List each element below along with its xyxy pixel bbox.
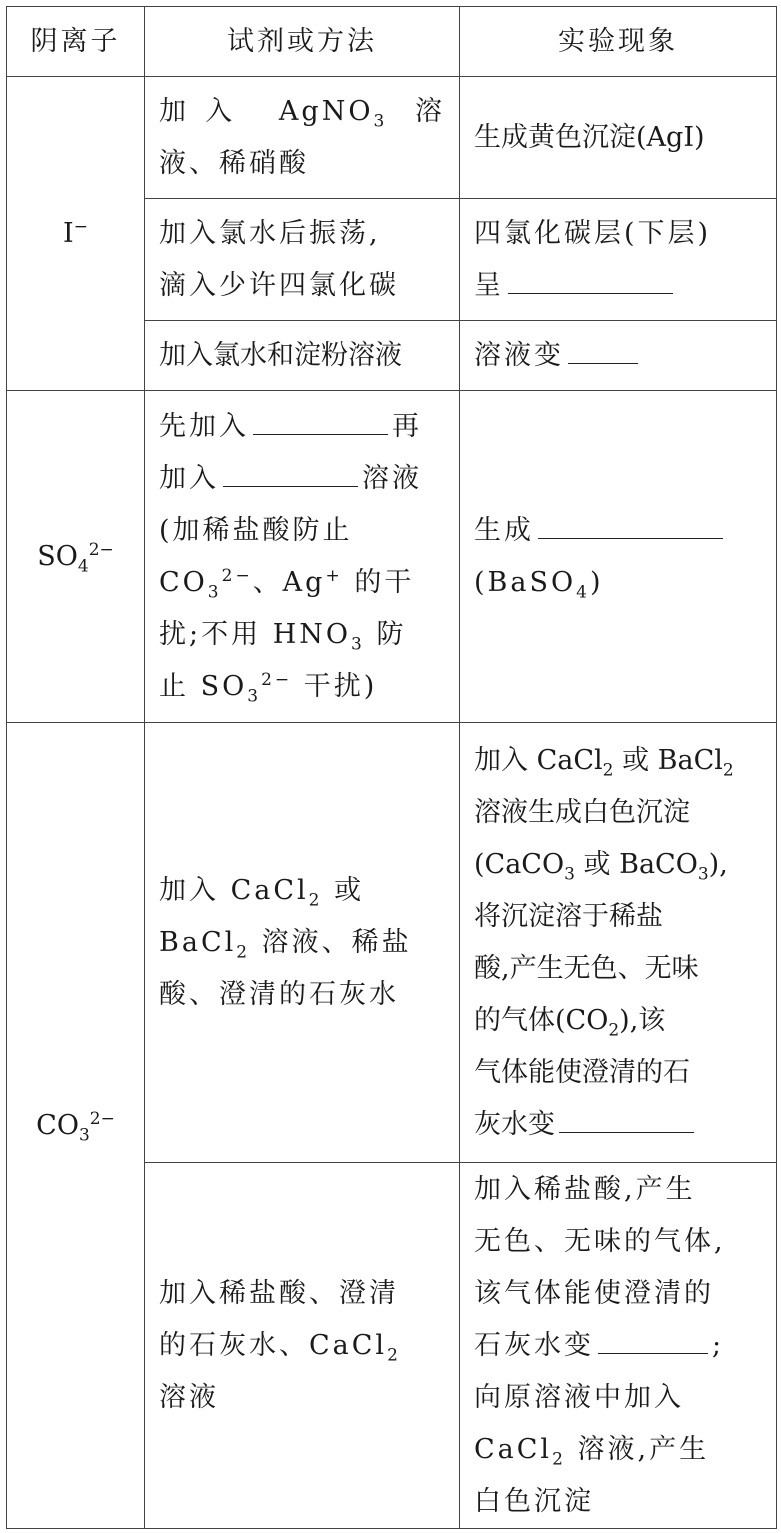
- answer-blank[interactable]: [568, 333, 638, 364]
- iodide-method-3: 加入氯水和淀粉溶液: [145, 321, 460, 391]
- carbonate-method-2: 加入稀盐酸、澄清 的石灰水、CaCl$_2$ 溶液: [145, 1163, 460, 1529]
- header-phenomenon: 实验现象: [460, 7, 777, 77]
- ion-sulfate: $SO_4^{2-}$: [7, 391, 145, 723]
- sulfate-method: 先加入 再 加入 溶液 (加稀盐酸防止 $CO_3^{2-}$、Ag+ 的干 扰;不用 $HNO_3$ 防 止 $SO_3^{2-}$ 干扰): [145, 391, 460, 723]
- table-row: [7, 77, 777, 199]
- table-row: [7, 391, 777, 723]
- iodide-method-2: 加入氯水后振荡, 滴入少许四氯化碳: [145, 199, 460, 321]
- iodide-result-1: 生成黄色沉淀(AgI): [460, 77, 777, 199]
- iodide-result-2: 四氯化碳层(下层) 呈: [460, 199, 777, 321]
- carbonate-result-1: 加入 CaCl$_2$ 或 BaCl$_2$ 溶液生成白色沉淀 (CaCO$_3$ 或 BaCO$_3$), 将沉淀溶于稀盐 酸,产生无色、无味 的气体$(CO_2)$,该 气体能使澄清的石 灰水变: [460, 723, 777, 1163]
- answer-blank[interactable]: [559, 1102, 694, 1133]
- header-ion: 阴离子: [7, 7, 145, 77]
- iodide-result-3: 溶液变: [460, 321, 777, 391]
- iodide-method-1: 加入 AgNO$_3$ 溶 液、稀硝酸: [145, 77, 460, 199]
- anion-test-table: [6, 6, 777, 1529]
- answer-blank[interactable]: [223, 456, 358, 487]
- answer-blank[interactable]: [253, 404, 388, 435]
- header-method: 试剂或方法: [145, 7, 460, 77]
- answer-blank[interactable]: [538, 508, 723, 539]
- answer-blank[interactable]: [598, 1323, 708, 1354]
- sulfate-result: 生成 (BaSO$_4$): [460, 391, 777, 723]
- carbonate-method-1: 加入 CaCl$_2$ 或 BaCl$_2$ 溶液、稀盐 酸、澄清的石灰水: [145, 723, 460, 1163]
- answer-blank[interactable]: [508, 263, 673, 294]
- ion-carbonate: $CO_3^{2-}$: [7, 723, 145, 1529]
- table-row: [7, 723, 777, 1163]
- header-row: [7, 7, 777, 77]
- ion-iodide: I−: [7, 77, 145, 391]
- carbonate-result-2: 加入稀盐酸,产生 无色、无味的气体, 该气体能使澄清的 石灰水变 ; 向原溶液中加入 CaCl$_2$ 溶液,产生 白色沉淀: [460, 1163, 777, 1529]
